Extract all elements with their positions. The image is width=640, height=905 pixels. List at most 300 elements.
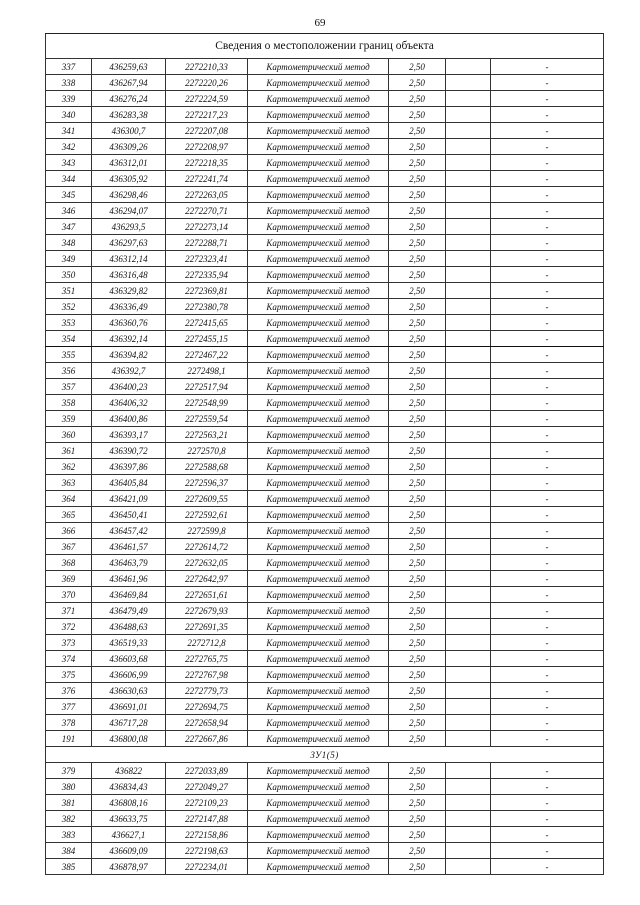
empty-cell xyxy=(446,571,491,587)
empty-cell xyxy=(446,603,491,619)
note-cell: - xyxy=(491,139,604,155)
y-coordinate-cell: 2272570,8 xyxy=(166,443,248,459)
accuracy-cell: 2,50 xyxy=(389,779,446,795)
empty-cell xyxy=(446,859,491,875)
method-cell: Картометрический метод xyxy=(248,171,389,187)
point-number-cell: 339 xyxy=(46,91,92,107)
point-number-cell: 378 xyxy=(46,715,92,731)
method-cell: Картометрический метод xyxy=(248,571,389,587)
empty-cell xyxy=(446,395,491,411)
note-cell: - xyxy=(491,171,604,187)
y-coordinate-cell: 2272158,86 xyxy=(166,827,248,843)
table-row xyxy=(46,859,604,875)
point-number-cell: 384 xyxy=(46,843,92,859)
x-coordinate-cell: 436488,63 xyxy=(92,619,166,635)
note-cell: - xyxy=(491,667,604,683)
note-cell: - xyxy=(491,523,604,539)
accuracy-cell: 2,50 xyxy=(389,539,446,555)
method-cell: Картометрический метод xyxy=(248,763,389,779)
table-row xyxy=(46,811,604,827)
x-coordinate-cell: 436309,26 xyxy=(92,139,166,155)
note-cell: - xyxy=(491,731,604,747)
empty-cell xyxy=(446,59,491,75)
empty-cell xyxy=(446,635,491,651)
accuracy-cell: 2,50 xyxy=(389,459,446,475)
y-coordinate-cell: 2272218,35 xyxy=(166,155,248,171)
method-cell: Картометрический метод xyxy=(248,427,389,443)
accuracy-cell: 2,50 xyxy=(389,443,446,459)
x-coordinate-cell: 436421,09 xyxy=(92,491,166,507)
point-number-cell: 366 xyxy=(46,523,92,539)
table-row xyxy=(46,843,604,859)
empty-cell xyxy=(446,683,491,699)
empty-cell xyxy=(446,331,491,347)
point-number-cell: 352 xyxy=(46,299,92,315)
accuracy-cell: 2,50 xyxy=(389,91,446,107)
y-coordinate-cell: 2272207,08 xyxy=(166,123,248,139)
x-coordinate-cell: 436633,75 xyxy=(92,811,166,827)
method-cell: Картометрический метод xyxy=(248,715,389,731)
point-number-cell: 341 xyxy=(46,123,92,139)
table-row xyxy=(46,555,604,571)
note-cell: - xyxy=(491,203,604,219)
table-row xyxy=(46,171,604,187)
point-number-cell: 370 xyxy=(46,587,92,603)
empty-cell xyxy=(446,283,491,299)
y-coordinate-cell: 2272779,73 xyxy=(166,683,248,699)
y-coordinate-cell: 2272198,63 xyxy=(166,843,248,859)
note-cell: - xyxy=(491,363,604,379)
y-coordinate-cell: 2272559,54 xyxy=(166,411,248,427)
x-coordinate-cell: 436300,7 xyxy=(92,123,166,139)
note-cell: - xyxy=(491,251,604,267)
method-cell: Картометрический метод xyxy=(248,555,389,571)
y-coordinate-cell: 2272220,26 xyxy=(166,75,248,91)
x-coordinate-cell: 436312,14 xyxy=(92,251,166,267)
page-number: 69 xyxy=(314,17,326,29)
x-coordinate-cell: 436293,5 xyxy=(92,219,166,235)
table-row xyxy=(46,395,604,411)
point-number-cell: 350 xyxy=(46,267,92,283)
method-cell: Картометрический метод xyxy=(248,635,389,651)
note-cell: - xyxy=(491,123,604,139)
y-coordinate-cell: 2272651,61 xyxy=(166,587,248,603)
section-row xyxy=(46,747,604,763)
empty-cell xyxy=(446,363,491,379)
empty-cell xyxy=(446,491,491,507)
note-cell: - xyxy=(491,603,604,619)
empty-cell xyxy=(446,443,491,459)
empty-cell xyxy=(446,251,491,267)
point-number-cell: 373 xyxy=(46,635,92,651)
boundary-coordinates-table xyxy=(45,33,604,875)
y-coordinate-cell: 2272241,74 xyxy=(166,171,248,187)
method-cell: Картометрический метод xyxy=(248,859,389,875)
accuracy-cell: 2,50 xyxy=(389,59,446,75)
accuracy-cell: 2,50 xyxy=(389,155,446,171)
empty-cell xyxy=(446,507,491,523)
point-number-cell: 379 xyxy=(46,763,92,779)
accuracy-cell: 2,50 xyxy=(389,635,446,651)
note-cell: - xyxy=(491,491,604,507)
y-coordinate-cell: 2272667,86 xyxy=(166,731,248,747)
x-coordinate-cell: 436392,14 xyxy=(92,331,166,347)
note-cell: - xyxy=(491,443,604,459)
x-coordinate-cell: 436606,99 xyxy=(92,667,166,683)
note-cell: - xyxy=(491,91,604,107)
accuracy-cell: 2,50 xyxy=(389,107,446,123)
y-coordinate-cell: 2272109,23 xyxy=(166,795,248,811)
note-cell: - xyxy=(491,619,604,635)
x-coordinate-cell: 436297,63 xyxy=(92,235,166,251)
y-coordinate-cell: 2272369,81 xyxy=(166,283,248,299)
x-coordinate-cell: 436360,76 xyxy=(92,315,166,331)
note-cell: - xyxy=(491,651,604,667)
empty-cell xyxy=(446,155,491,171)
note-cell: - xyxy=(491,555,604,571)
accuracy-cell: 2,50 xyxy=(389,283,446,299)
empty-cell xyxy=(446,459,491,475)
note-cell: - xyxy=(491,219,604,235)
x-coordinate-cell: 436392,7 xyxy=(92,363,166,379)
y-coordinate-cell: 2272147,88 xyxy=(166,811,248,827)
x-coordinate-cell: 436393,17 xyxy=(92,427,166,443)
table-row xyxy=(46,107,604,123)
y-coordinate-cell: 2272049,27 xyxy=(166,779,248,795)
accuracy-cell: 2,50 xyxy=(389,267,446,283)
table-row xyxy=(46,667,604,683)
empty-cell xyxy=(446,523,491,539)
point-number-cell: 338 xyxy=(46,75,92,91)
accuracy-cell: 2,50 xyxy=(389,411,446,427)
method-cell: Картометрический метод xyxy=(248,59,389,75)
table-row xyxy=(46,699,604,715)
empty-cell xyxy=(446,139,491,155)
point-number-cell: 351 xyxy=(46,283,92,299)
method-cell: Картометрический метод xyxy=(248,219,389,235)
table-row xyxy=(46,379,604,395)
point-number-cell: 359 xyxy=(46,411,92,427)
note-cell: - xyxy=(491,235,604,251)
note-cell: - xyxy=(491,843,604,859)
table-row xyxy=(46,235,604,251)
table-row xyxy=(46,603,604,619)
x-coordinate-cell: 436394,82 xyxy=(92,347,166,363)
table-row xyxy=(46,587,604,603)
section-label: ЗУ1(5) xyxy=(46,747,604,763)
empty-cell xyxy=(446,667,491,683)
note-cell: - xyxy=(491,699,604,715)
note-cell: - xyxy=(491,347,604,363)
empty-cell xyxy=(446,699,491,715)
x-coordinate-cell: 436259,63 xyxy=(92,59,166,75)
x-coordinate-cell: 436294,07 xyxy=(92,203,166,219)
note-cell: - xyxy=(491,315,604,331)
empty-cell xyxy=(446,811,491,827)
method-cell: Картометрический метод xyxy=(248,843,389,859)
point-number-cell: 346 xyxy=(46,203,92,219)
table-row xyxy=(46,731,604,747)
accuracy-cell: 2,50 xyxy=(389,331,446,347)
note-cell: - xyxy=(491,155,604,171)
x-coordinate-cell: 436312,01 xyxy=(92,155,166,171)
method-cell: Картометрический метод xyxy=(248,443,389,459)
point-number-cell: 353 xyxy=(46,315,92,331)
table-row xyxy=(46,715,604,731)
accuracy-cell: 2,50 xyxy=(389,859,446,875)
table-row xyxy=(46,571,604,587)
table-row xyxy=(46,251,604,267)
x-coordinate-cell: 436461,57 xyxy=(92,539,166,555)
table-row xyxy=(46,347,604,363)
table-row xyxy=(46,779,604,795)
accuracy-cell: 2,50 xyxy=(389,363,446,379)
table-row xyxy=(46,315,604,331)
method-cell: Картометрический метод xyxy=(248,587,389,603)
empty-cell xyxy=(446,107,491,123)
table-row xyxy=(46,491,604,507)
point-number-cell: 372 xyxy=(46,619,92,635)
rows-after-section xyxy=(46,763,604,875)
x-coordinate-cell: 436800,08 xyxy=(92,731,166,747)
method-cell: Картометрический метод xyxy=(248,491,389,507)
x-coordinate-cell: 436267,94 xyxy=(92,75,166,91)
accuracy-cell: 2,50 xyxy=(389,843,446,859)
table-row xyxy=(46,619,604,635)
y-coordinate-cell: 2272694,75 xyxy=(166,699,248,715)
note-cell: - xyxy=(491,283,604,299)
x-coordinate-cell: 436609,09 xyxy=(92,843,166,859)
y-coordinate-cell: 2272323,41 xyxy=(166,251,248,267)
accuracy-cell: 2,50 xyxy=(389,731,446,747)
table-row xyxy=(46,75,604,91)
table-row xyxy=(46,411,604,427)
table-row xyxy=(46,507,604,523)
y-coordinate-cell: 2272765,75 xyxy=(166,651,248,667)
accuracy-cell: 2,50 xyxy=(389,395,446,411)
x-coordinate-cell: 436276,24 xyxy=(92,91,166,107)
x-coordinate-cell: 436603,68 xyxy=(92,651,166,667)
table-row xyxy=(46,267,604,283)
method-cell: Картометрический метод xyxy=(248,827,389,843)
point-number-cell: 344 xyxy=(46,171,92,187)
empty-cell xyxy=(446,731,491,747)
note-cell: - xyxy=(491,411,604,427)
method-cell: Картометрический метод xyxy=(248,523,389,539)
table-row xyxy=(46,331,604,347)
y-coordinate-cell: 2272234,01 xyxy=(166,859,248,875)
method-cell: Картометрический метод xyxy=(248,651,389,667)
point-number-cell: 367 xyxy=(46,539,92,555)
note-cell: - xyxy=(491,683,604,699)
method-cell: Картометрический метод xyxy=(248,283,389,299)
note-cell: - xyxy=(491,859,604,875)
empty-cell xyxy=(446,123,491,139)
table-row xyxy=(46,459,604,475)
table-row xyxy=(46,763,604,779)
x-coordinate-cell: 436305,92 xyxy=(92,171,166,187)
x-coordinate-cell: 436329,82 xyxy=(92,283,166,299)
point-number-cell: 348 xyxy=(46,235,92,251)
empty-cell xyxy=(446,587,491,603)
empty-cell xyxy=(446,411,491,427)
x-coordinate-cell: 436400,23 xyxy=(92,379,166,395)
point-number-cell: 357 xyxy=(46,379,92,395)
method-cell: Картометрический метод xyxy=(248,411,389,427)
accuracy-cell: 2,50 xyxy=(389,475,446,491)
note-cell: - xyxy=(491,507,604,523)
accuracy-cell: 2,50 xyxy=(389,123,446,139)
y-coordinate-cell: 2272224,59 xyxy=(166,91,248,107)
table-row xyxy=(46,475,604,491)
accuracy-cell: 2,50 xyxy=(389,619,446,635)
y-coordinate-cell: 2272217,23 xyxy=(166,107,248,123)
accuracy-cell: 2,50 xyxy=(389,715,446,731)
empty-cell xyxy=(446,795,491,811)
method-cell: Картометрический метод xyxy=(248,699,389,715)
method-cell: Картометрический метод xyxy=(248,203,389,219)
accuracy-cell: 2,50 xyxy=(389,427,446,443)
empty-cell xyxy=(446,267,491,283)
table-row xyxy=(46,283,604,299)
method-cell: Картометрический метод xyxy=(248,123,389,139)
x-coordinate-cell: 436450,41 xyxy=(92,507,166,523)
point-number-cell: 374 xyxy=(46,651,92,667)
method-cell: Картометрический метод xyxy=(248,251,389,267)
method-cell: Картометрический метод xyxy=(248,811,389,827)
point-number-cell: 376 xyxy=(46,683,92,699)
empty-cell xyxy=(446,347,491,363)
y-coordinate-cell: 2272270,71 xyxy=(166,203,248,219)
method-cell: Картометрический метод xyxy=(248,795,389,811)
table-row xyxy=(46,91,604,107)
note-cell: - xyxy=(491,811,604,827)
empty-cell xyxy=(446,619,491,635)
y-coordinate-cell: 2272335,94 xyxy=(166,267,248,283)
y-coordinate-cell: 2272691,35 xyxy=(166,619,248,635)
x-coordinate-cell: 436878,97 xyxy=(92,859,166,875)
point-number-cell: 343 xyxy=(46,155,92,171)
y-coordinate-cell: 2272263,05 xyxy=(166,187,248,203)
empty-cell xyxy=(446,827,491,843)
accuracy-cell: 2,50 xyxy=(389,683,446,699)
accuracy-cell: 2,50 xyxy=(389,75,446,91)
method-cell: Картометрический метод xyxy=(248,683,389,699)
empty-cell xyxy=(446,843,491,859)
y-coordinate-cell: 2272679,93 xyxy=(166,603,248,619)
table-row xyxy=(46,523,604,539)
y-coordinate-cell: 2272632,05 xyxy=(166,555,248,571)
method-cell: Картометрический метод xyxy=(248,267,389,283)
empty-cell xyxy=(446,651,491,667)
empty-cell xyxy=(446,475,491,491)
empty-cell xyxy=(446,187,491,203)
note-cell: - xyxy=(491,715,604,731)
accuracy-cell: 2,50 xyxy=(389,315,446,331)
empty-cell xyxy=(446,379,491,395)
accuracy-cell: 2,50 xyxy=(389,555,446,571)
method-cell: Картометрический метод xyxy=(248,347,389,363)
x-coordinate-cell: 436405,84 xyxy=(92,475,166,491)
y-coordinate-cell: 2272592,61 xyxy=(166,507,248,523)
accuracy-cell: 2,50 xyxy=(389,763,446,779)
note-cell: - xyxy=(491,395,604,411)
point-number-cell: 382 xyxy=(46,811,92,827)
point-number-cell: 358 xyxy=(46,395,92,411)
table-row xyxy=(46,683,604,699)
note-cell: - xyxy=(491,59,604,75)
y-coordinate-cell: 2272208,97 xyxy=(166,139,248,155)
note-cell: - xyxy=(491,779,604,795)
y-coordinate-cell: 2272588,68 xyxy=(166,459,248,475)
empty-cell xyxy=(446,299,491,315)
y-coordinate-cell: 2272210,33 xyxy=(166,59,248,75)
table-row xyxy=(46,827,604,843)
table-row xyxy=(46,539,604,555)
method-cell: Картометрический метод xyxy=(248,315,389,331)
method-cell: Картометрический метод xyxy=(248,107,389,123)
x-coordinate-cell: 436808,16 xyxy=(92,795,166,811)
table-row xyxy=(46,123,604,139)
x-coordinate-cell: 436336,49 xyxy=(92,299,166,315)
method-cell: Картометрический метод xyxy=(248,459,389,475)
method-cell: Картометрический метод xyxy=(248,779,389,795)
accuracy-cell: 2,50 xyxy=(389,379,446,395)
method-cell: Картометрический метод xyxy=(248,139,389,155)
accuracy-cell: 2,50 xyxy=(389,251,446,267)
table-title-row xyxy=(46,34,604,59)
empty-cell xyxy=(446,235,491,251)
note-cell: - xyxy=(491,795,604,811)
table-row xyxy=(46,795,604,811)
y-coordinate-cell: 2272609,55 xyxy=(166,491,248,507)
point-number-cell: 362 xyxy=(46,459,92,475)
method-cell: Картометрический метод xyxy=(248,395,389,411)
note-cell: - xyxy=(491,331,604,347)
table-row xyxy=(46,651,604,667)
accuracy-cell: 2,50 xyxy=(389,491,446,507)
point-number-cell: 337 xyxy=(46,59,92,75)
empty-cell xyxy=(446,555,491,571)
x-coordinate-cell: 436717,28 xyxy=(92,715,166,731)
accuracy-cell: 2,50 xyxy=(389,347,446,363)
method-cell: Картометрический метод xyxy=(248,155,389,171)
method-cell: Картометрический метод xyxy=(248,475,389,491)
y-coordinate-cell: 2272548,99 xyxy=(166,395,248,411)
point-number-cell: 377 xyxy=(46,699,92,715)
x-coordinate-cell: 436834,43 xyxy=(92,779,166,795)
method-cell: Картометрический метод xyxy=(248,363,389,379)
point-number-cell: 354 xyxy=(46,331,92,347)
x-coordinate-cell: 436469,84 xyxy=(92,587,166,603)
note-cell: - xyxy=(491,827,604,843)
accuracy-cell: 2,50 xyxy=(389,187,446,203)
table-row xyxy=(46,155,604,171)
note-cell: - xyxy=(491,539,604,555)
y-coordinate-cell: 2272273,14 xyxy=(166,219,248,235)
rows-before-section xyxy=(46,59,604,747)
x-coordinate-cell: 436463,79 xyxy=(92,555,166,571)
point-number-cell: 383 xyxy=(46,827,92,843)
note-cell: - xyxy=(491,107,604,123)
accuracy-cell: 2,50 xyxy=(389,171,446,187)
point-number-cell: 368 xyxy=(46,555,92,571)
table-row xyxy=(46,187,604,203)
method-cell: Картометрический метод xyxy=(248,379,389,395)
table-title: Сведения о местоположении границ объекта xyxy=(46,34,604,59)
y-coordinate-cell: 2272563,21 xyxy=(166,427,248,443)
point-number-cell: 191 xyxy=(46,731,92,747)
